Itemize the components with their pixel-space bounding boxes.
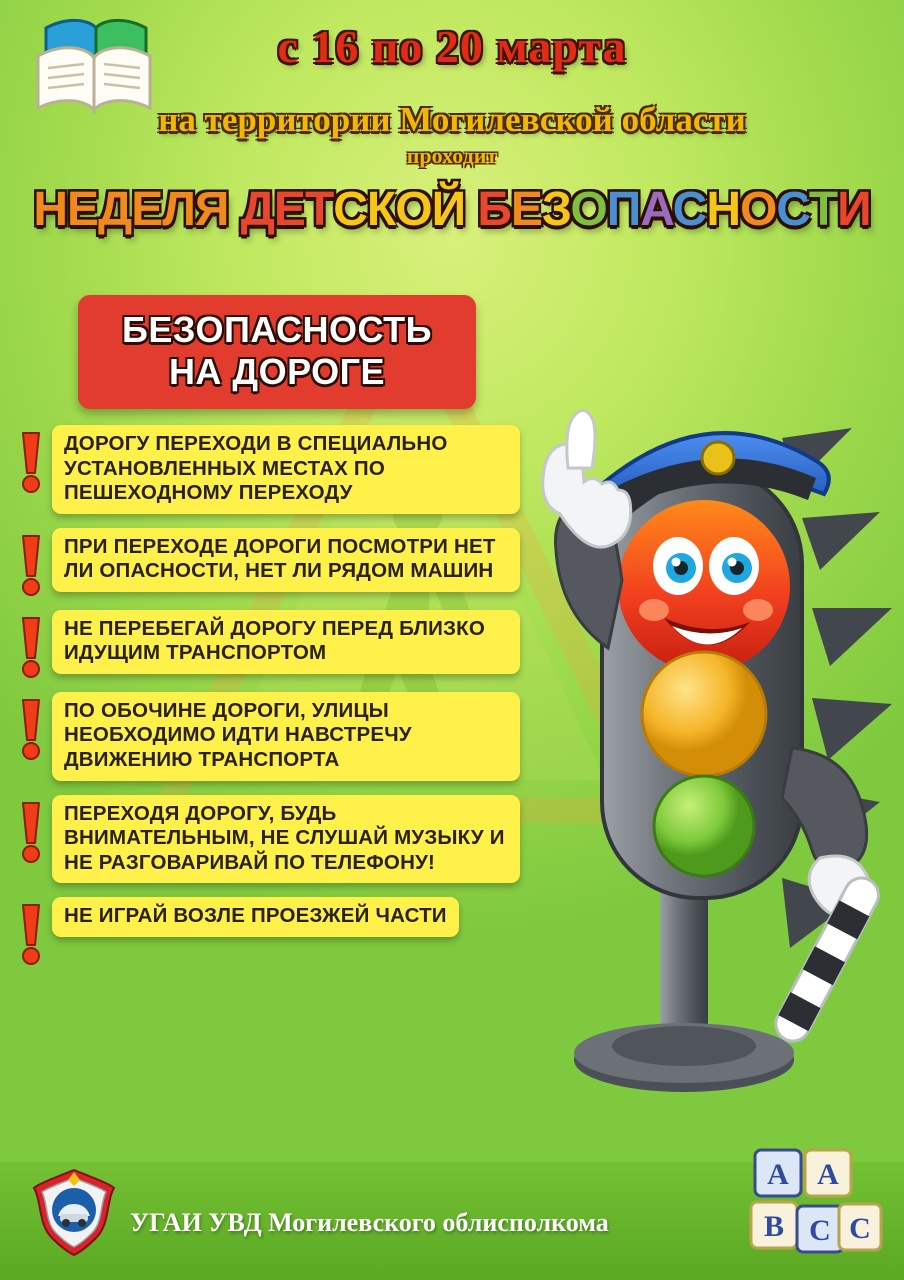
footer-organization: УГАИ УВД Могилевского облисполкома — [130, 1208, 609, 1237]
page-title-part-3: Б — [477, 183, 511, 236]
page-title-part-7: П — [606, 183, 641, 236]
page-title-part-6: О — [570, 183, 607, 236]
page-title-part-5: З — [541, 183, 571, 236]
page-title — [0, 182, 904, 237]
campaign-date: с 16 по 20 марта — [277, 21, 627, 72]
svg-text:C: C — [849, 1212, 871, 1245]
page-title-part-11: О — [740, 183, 777, 236]
rule-text: ПО ОБОЧИНЕ ДОРОГИ, УЛИЦЫ НЕОБХОДИМО ИДТИ НАВСТРЕЧУ ДВИЖЕНИЮ ТРАНСПОРТА — [52, 692, 520, 781]
exclamation-mark-icon — [10, 610, 52, 678]
exclamation-mark-icon — [10, 795, 52, 863]
rule-item — [10, 425, 520, 514]
page-title-part-13: Т — [808, 183, 838, 236]
page-title-part-1: ДЕТ — [240, 183, 334, 236]
exclamation-mark-icon — [10, 528, 52, 596]
svg-text:A: A — [817, 1158, 839, 1191]
exclamation-mark-icon — [10, 897, 52, 965]
page-title-part-4: Е — [510, 183, 542, 236]
page-title-part-8: А — [640, 183, 673, 236]
rules-list — [10, 425, 520, 979]
rule-text: ПЕРЕХОДЯ ДОРОГУ, БУДЬ ВНИМАТЕЛЬНЫМ, НЕ СЛУШАЙ МУЗЫКУ И НЕ РАЗГОВАРИВАЙ ПО ТЕЛЕФОНУ! — [52, 795, 520, 884]
section-heading-line2: НА ДОРОГЕ — [168, 350, 386, 392]
rule-item — [10, 610, 520, 678]
rule-item — [10, 692, 520, 781]
rule-item — [10, 795, 520, 884]
rule-text: НЕ ИГРАЙ ВОЗЛЕ ПРОЕЗЖЕЙ ЧАСТИ — [52, 897, 459, 937]
campaign-region: на территории Могилевской области — [158, 100, 746, 139]
rule-text: НЕ ПЕРЕБЕГАЙ ДОРОГУ ПЕРЕД БЛИЗКО ИДУЩИМ ТРАНСПОРТОМ — [52, 610, 520, 674]
page-title-part-12: С — [776, 183, 809, 236]
campaign-verb: проходит — [406, 143, 498, 168]
svg-text:C: C — [809, 1214, 831, 1247]
traffic-light-mascot-icon — [482, 318, 904, 1108]
svg-text:B: B — [763, 1210, 785, 1243]
exclamation-mark-icon — [10, 692, 52, 760]
rule-item — [10, 528, 520, 596]
page-title-part-9: С — [672, 183, 707, 236]
rule-text: ПРИ ПЕРЕХОДЕ ДОРОГИ ПОСМОТРИ НЕТ ЛИ ОПАСНОСТИ, НЕТ ЛИ РЯДОМ МАШИН — [52, 528, 520, 592]
page-title-part-0: НЕДЕЛЯ — [33, 183, 241, 236]
page-title-part-2: СКОЙ — [333, 183, 478, 236]
page-title-part-14: И — [837, 183, 871, 236]
page-title-part-10: Н — [706, 183, 741, 236]
rule-item — [10, 897, 520, 965]
alphabet-blocks-icon — [749, 1146, 884, 1266]
section-heading — [78, 295, 476, 409]
police-emblem-icon — [28, 1166, 120, 1258]
rule-text: ДОРОГУ ПЕРЕХОДИ В СПЕЦИАЛЬНО УСТАНОВЛЕННЫХ МЕСТАХ ПО ПЕШЕХОДНОМУ ПЕРЕХОДУ — [52, 425, 520, 514]
svg-text:A: A — [767, 1158, 789, 1191]
exclamation-mark-icon — [10, 425, 52, 493]
section-heading-line1: БЕЗОПАСНОСТЬ — [122, 309, 432, 350]
